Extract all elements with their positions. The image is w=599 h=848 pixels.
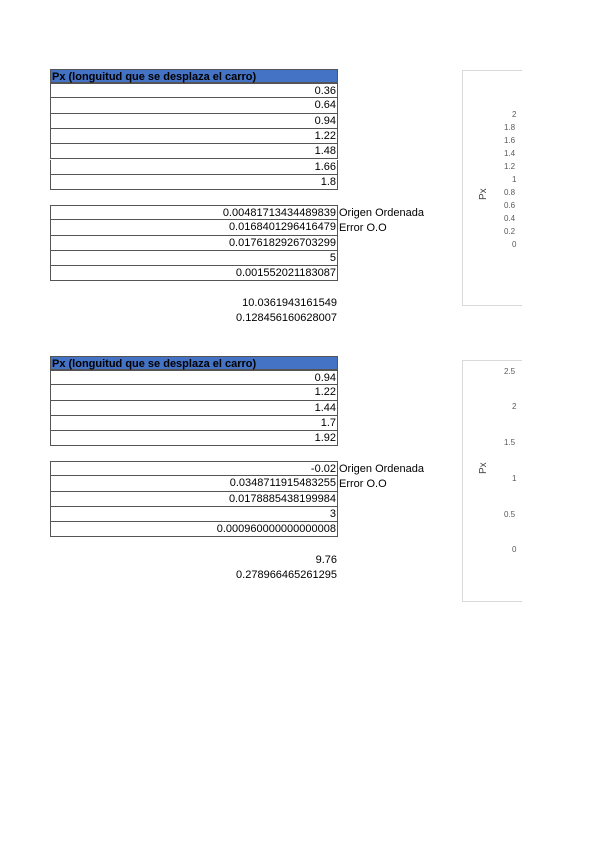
- chart1-tick: 0.2: [504, 227, 516, 236]
- table1-stat-cell: 0.0176182926703299: [50, 236, 338, 251]
- table1-stat-cell: 0.00481713434489839: [50, 205, 338, 220]
- chart1-tick: 1: [512, 175, 517, 184]
- table1-value-cell: 1.8: [50, 175, 338, 190]
- chart2-tick: 2.5: [504, 367, 516, 376]
- chart2-y-axis-label: Px: [478, 462, 489, 474]
- table1-value-cell: 1.48: [50, 144, 338, 159]
- table2-extra-value: 9.76: [315, 554, 337, 566]
- table2-value-cell: 1.44: [50, 401, 338, 416]
- table2-stat-cell: 3: [50, 507, 338, 522]
- chart2-tick: 2: [512, 402, 517, 411]
- table2-value-cell: 1.92: [50, 431, 338, 446]
- chart1-tick: 0.6: [504, 201, 516, 210]
- table2-stat-cell: 0.0348711915483255: [50, 476, 338, 491]
- table1-header: Px (longuitud que se desplaza el carro): [50, 69, 338, 83]
- table1-stat-cell: 5: [50, 251, 338, 266]
- chart1-y-axis-label: Px: [478, 188, 489, 200]
- chart1-tick: 1.4: [504, 149, 516, 158]
- chart2-tick: 1: [512, 474, 517, 483]
- table2-extra-value: 0.278966465261295: [236, 569, 337, 582]
- table1-value-cell: 0.94: [50, 114, 338, 129]
- table1-stat-label: Origen Ordenada: [339, 207, 424, 219]
- table1-value-cell: 0.36: [50, 83, 338, 98]
- chart2-tick: 0: [512, 545, 517, 554]
- table1-stat-label: Error O.O: [339, 222, 387, 235]
- table2-stat-label: Error O.O: [339, 478, 387, 491]
- chart2-tick: 1.5: [504, 438, 516, 447]
- table1-value-cell: 0.64: [50, 98, 338, 113]
- chart2-panel: [462, 360, 522, 602]
- chart2-tick: 0.5: [504, 510, 516, 519]
- table2-value-cell: 0.94: [50, 370, 338, 385]
- table2-stat-cell: -0.02: [50, 461, 338, 476]
- chart1-tick: 1.6: [504, 136, 516, 145]
- table2-value-cell: 1.22: [50, 385, 338, 400]
- table1-value-cell: 1.22: [50, 129, 338, 144]
- table1-value-cell: 1.66: [50, 160, 338, 175]
- chart1-panel: [462, 70, 522, 306]
- chart1-tick: 2: [512, 110, 517, 119]
- chart1-tick: 1.8: [504, 123, 516, 132]
- table1-stat-cell: 0.0168401296416479: [50, 220, 338, 235]
- table2-stat-cell: 0.0178885438199984: [50, 492, 338, 507]
- table2-stat-cell: 0.000960000000000008: [50, 522, 338, 537]
- chart1-tick: 0: [512, 240, 517, 249]
- table1-extra-value: 0.128456160628007: [236, 312, 337, 325]
- table1-stat-cell: 0.001552021183087: [50, 266, 338, 281]
- table2-header: Px (longuitud que se desplaza el carro): [50, 356, 338, 370]
- table2-value-cell: 1.7: [50, 416, 338, 431]
- table1-extra-value: 10.0361943161549: [242, 297, 337, 309]
- chart1-tick: 0.4: [504, 214, 516, 223]
- table2-stat-label: Origen Ordenada: [339, 463, 424, 475]
- chart1-tick: 1.2: [504, 162, 516, 171]
- chart1-tick: 0.8: [504, 188, 516, 197]
